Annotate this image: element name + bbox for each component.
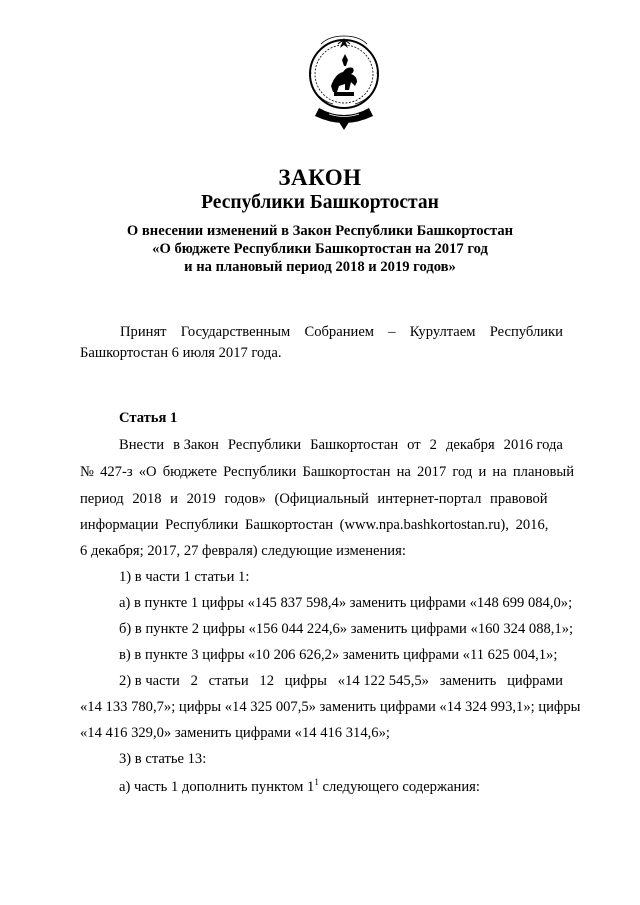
item-2-word: цифрами: [507, 673, 563, 689]
item-2-word: статьи: [208, 673, 249, 689]
intro-word: от: [407, 437, 421, 453]
intro-word: 2: [429, 437, 437, 453]
item-2-word: «14 122 545,5»: [337, 673, 429, 689]
item-2-word: 12: [259, 673, 274, 689]
item-3a: [119, 777, 480, 796]
intro-word: 2016 года: [503, 437, 563, 453]
item-3a-text-end: следующего содержания:: [318, 779, 480, 795]
item-1a: а) в пункте 1 цифры «145 837 598,4» заменить цифрами «148 699 084,0»;: [119, 595, 573, 611]
adoption-word: –: [388, 324, 396, 340]
intro-line-4: информации Республики Башкортостан (www.npa.bashkortostan.ru), 2016,: [80, 517, 549, 533]
item-2-word: 2) в части: [119, 673, 180, 689]
intro-line-3: период 2018 и 2019 годов» (Официальный интернет-портал правовой: [80, 491, 548, 507]
adoption-line-2: Башкортостан 6 июля 2017 года.: [80, 345, 282, 361]
intro-word: Республики: [227, 437, 302, 453]
item-3a-text: а) часть 1 дополнить пунктом 1: [119, 779, 315, 795]
item-2-line-3: «14 416 329,0» заменить цифрами «14 416 314,6»;: [80, 725, 390, 741]
adoption-word: Курултаем: [409, 324, 476, 340]
subtitle-line-1: О внесении изменений в Закон Республики Башкортостан: [126, 223, 514, 239]
subtitle-line-3: и на плановый период 2018 и 2019 годов»: [184, 259, 456, 275]
item-2-line-1: [119, 673, 563, 690]
adoption-word: Собранием: [304, 324, 375, 340]
item-1c: в) в пункте 3 цифры «10 206 626,2» заменить цифрами «11 625 004,1»;: [119, 647, 558, 663]
item-1: 1) в части 1 статьи 1:: [119, 569, 250, 585]
intro-line-1: [119, 437, 563, 454]
adoption-word: Государственным: [180, 324, 291, 340]
subtitle-line-2: «О бюджете Республики Башкортостан на 2017 год: [152, 241, 488, 257]
document-type-title: ЗАКОН: [278, 165, 362, 190]
item-2-word: цифры: [284, 673, 327, 689]
item-2-word: 2: [190, 673, 198, 689]
adoption-line-1: [120, 324, 563, 341]
adoption-word: Принят: [120, 324, 167, 340]
intro-word: Внести: [119, 437, 165, 453]
intro-word: в Закон: [173, 437, 219, 453]
intro-line-5: 6 декабря; 2017, 27 февраля) следующие изменения:: [80, 543, 406, 559]
bashkortostan-coat-of-arms-icon: [301, 30, 387, 130]
intro-line-2: № 427-з «О бюджете Республики Башкортостан на 2017 год и на плановый: [80, 464, 575, 480]
item-1b: б) в пункте 2 цифры «156 044 224,6» заменить цифрами «160 324 088,1»;: [119, 621, 574, 637]
article-heading: Статья 1: [119, 410, 178, 426]
adoption-word: Республики: [489, 324, 563, 340]
intro-word: декабря: [445, 437, 495, 453]
republic-title: Республики Башкортостан: [201, 192, 439, 213]
item-3: 3) в статье 13:: [119, 751, 207, 767]
item-2-word: заменить: [439, 673, 497, 689]
intro-word: Башкортостан: [310, 437, 399, 453]
item-3a-superscript: 1: [314, 777, 319, 787]
item-2-line-2: «14 133 780,7»; цифры «14 325 007,5» заменить цифрами «14 324 993,1»; цифры: [80, 699, 581, 715]
